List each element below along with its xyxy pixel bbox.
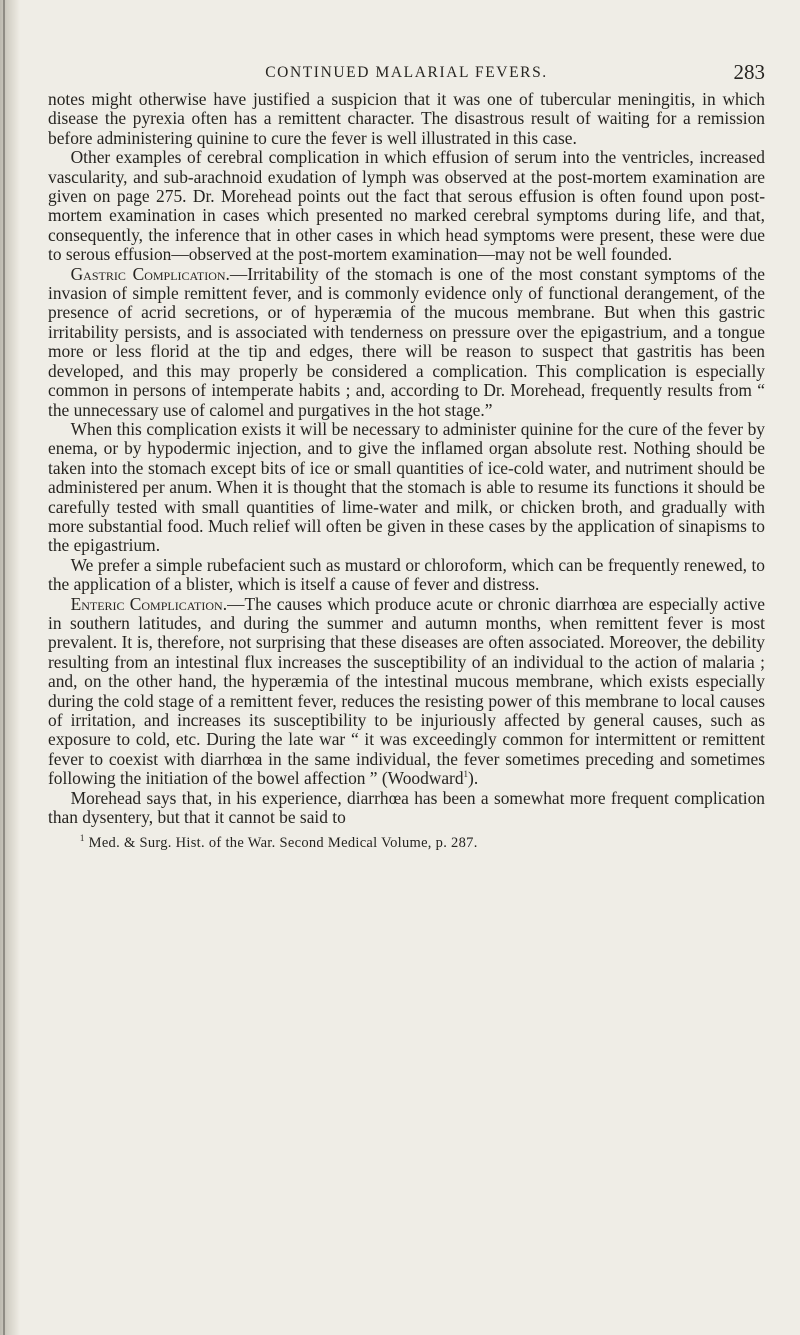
paragraph-rubefacient: We prefer a simple rubefacient such as mustard or chloroform, which can be frequently renewed, to the application of a blister, which is itself a cause of fever and distress. [48,554,765,595]
paragraph-gastric-complication [48,265,765,420]
footnote-marker: 1 [79,833,85,844]
paragraph-enteric-complication [48,595,765,789]
page-number: 283 [733,60,765,84]
paragraph-morehead-diarrhoea: Morehead says that, in his experience, diarrhœa has been a somewhat more frequent complication than dysentery, but that it cannot be said to [48,787,765,828]
paragraph-gastric-treatment: When this complication exists it will be necessary to administer quinine for the cure of the fever by enema, or by hypodermic injection, and to give the inflamed organ absolute rest. Nothing should be taken into the stomach except bits of ice or small quantities of ice-cold water, and nutriment should be administered per anum. When it is thought that the stomach is able to resume its functions it should be carefully tested with small quantities of lime-water and milk, or chicken broth, and gradually with more substantial food. Much relief will often be given in these cases by the application of sinapisms to the epigastrium. [48,418,765,556]
running-head: CONTINUED MALARIAL FEVERS. [265,64,548,81]
book-page [48,60,765,852]
book-spine-edge [3,0,5,1335]
enteric-text-end: ). [468,768,479,789]
section-heading-enteric: Enteric Complication. [70,593,228,614]
enteric-text: —The causes which produce acute or chronic diarrhœa are especially active in southern latitudes, and during the summer and autumn months, when remittent fever is most prevalent. It is, therefore, not surprising that these diseases are often associated. Moreover, the debility resulting from an intestinal flux increases the susceptibility of an individual to the action of malaria ; and, on the other hand, the hyperæmia of the intestinal mucous membrane, which exists especially during the cold stage of a remittent fever, reduces the resisting power of this membrane to local causes of irritation, and increases its susceptibility to be injuriously affected by general causes, such as exposure to cold, etc. During the late war “ it was exceedingly common for intermittent or remittent fever to coexist with diarrhœa in the same individual, the fever sometimes preceding and sometimes following the initiation of the bowel affection ” (Woodward [48,593,765,789]
page-header [48,60,765,90]
paragraph-cerebral-examples: Other examples of cerebral complication in which effusion of serum into the ventricles, increased vascularity, and sub-arachnoid exudation of lymph was observed at the post-mortem examination are given on page 275. Dr. Morehead points out the fact that serous effusion is often found upon post-mortem examination in cases which presented no marked cerebral symptoms during life, and that, consequently, the inference that in other cases in which head symptoms were present, these were due to serous effusion—observed at the post-mortem examination—may not be well founded. [48,147,765,265]
footnote-text: Med. & Surg. Hist. of the War. Second Medical Volume, p. 287. [84,835,478,852]
footnote-reference: 1 [463,769,469,780]
gastric-text: —Irritability of the stomach is one of the most constant symptoms of the invasion of simple remittent fever, and is commonly evidence only of functional derangement, of the presence of acrid secretions, or of hyperæmia of the mucous membrane. But when this gastric irritability persists, and is associated with tenderness on pressure over the epigastrium, and a tongue more or less florid at the tip and edges, there will be reason to suspect that gastritis has been developed, and this may properly be considered a complication. This complication is especially common in persons of intemperate habits ; and, according to Dr. Morehead, frequently results from “ the unnecessary use of calomel and purgatives in the hot stage.” [48,263,765,420]
section-heading-gastric: Gastric Complication. [70,263,230,284]
footnote [48,835,765,852]
body-text [48,90,765,827]
paragraph-continued: notes might otherwise have justified a suspicion that it was one of tubercular meningitis, in which disease the pyrexia often has a remittent character. The disastrous result of waiting for a remission before administering quinine to cure the fever is well illustrated in this case. [48,89,765,148]
